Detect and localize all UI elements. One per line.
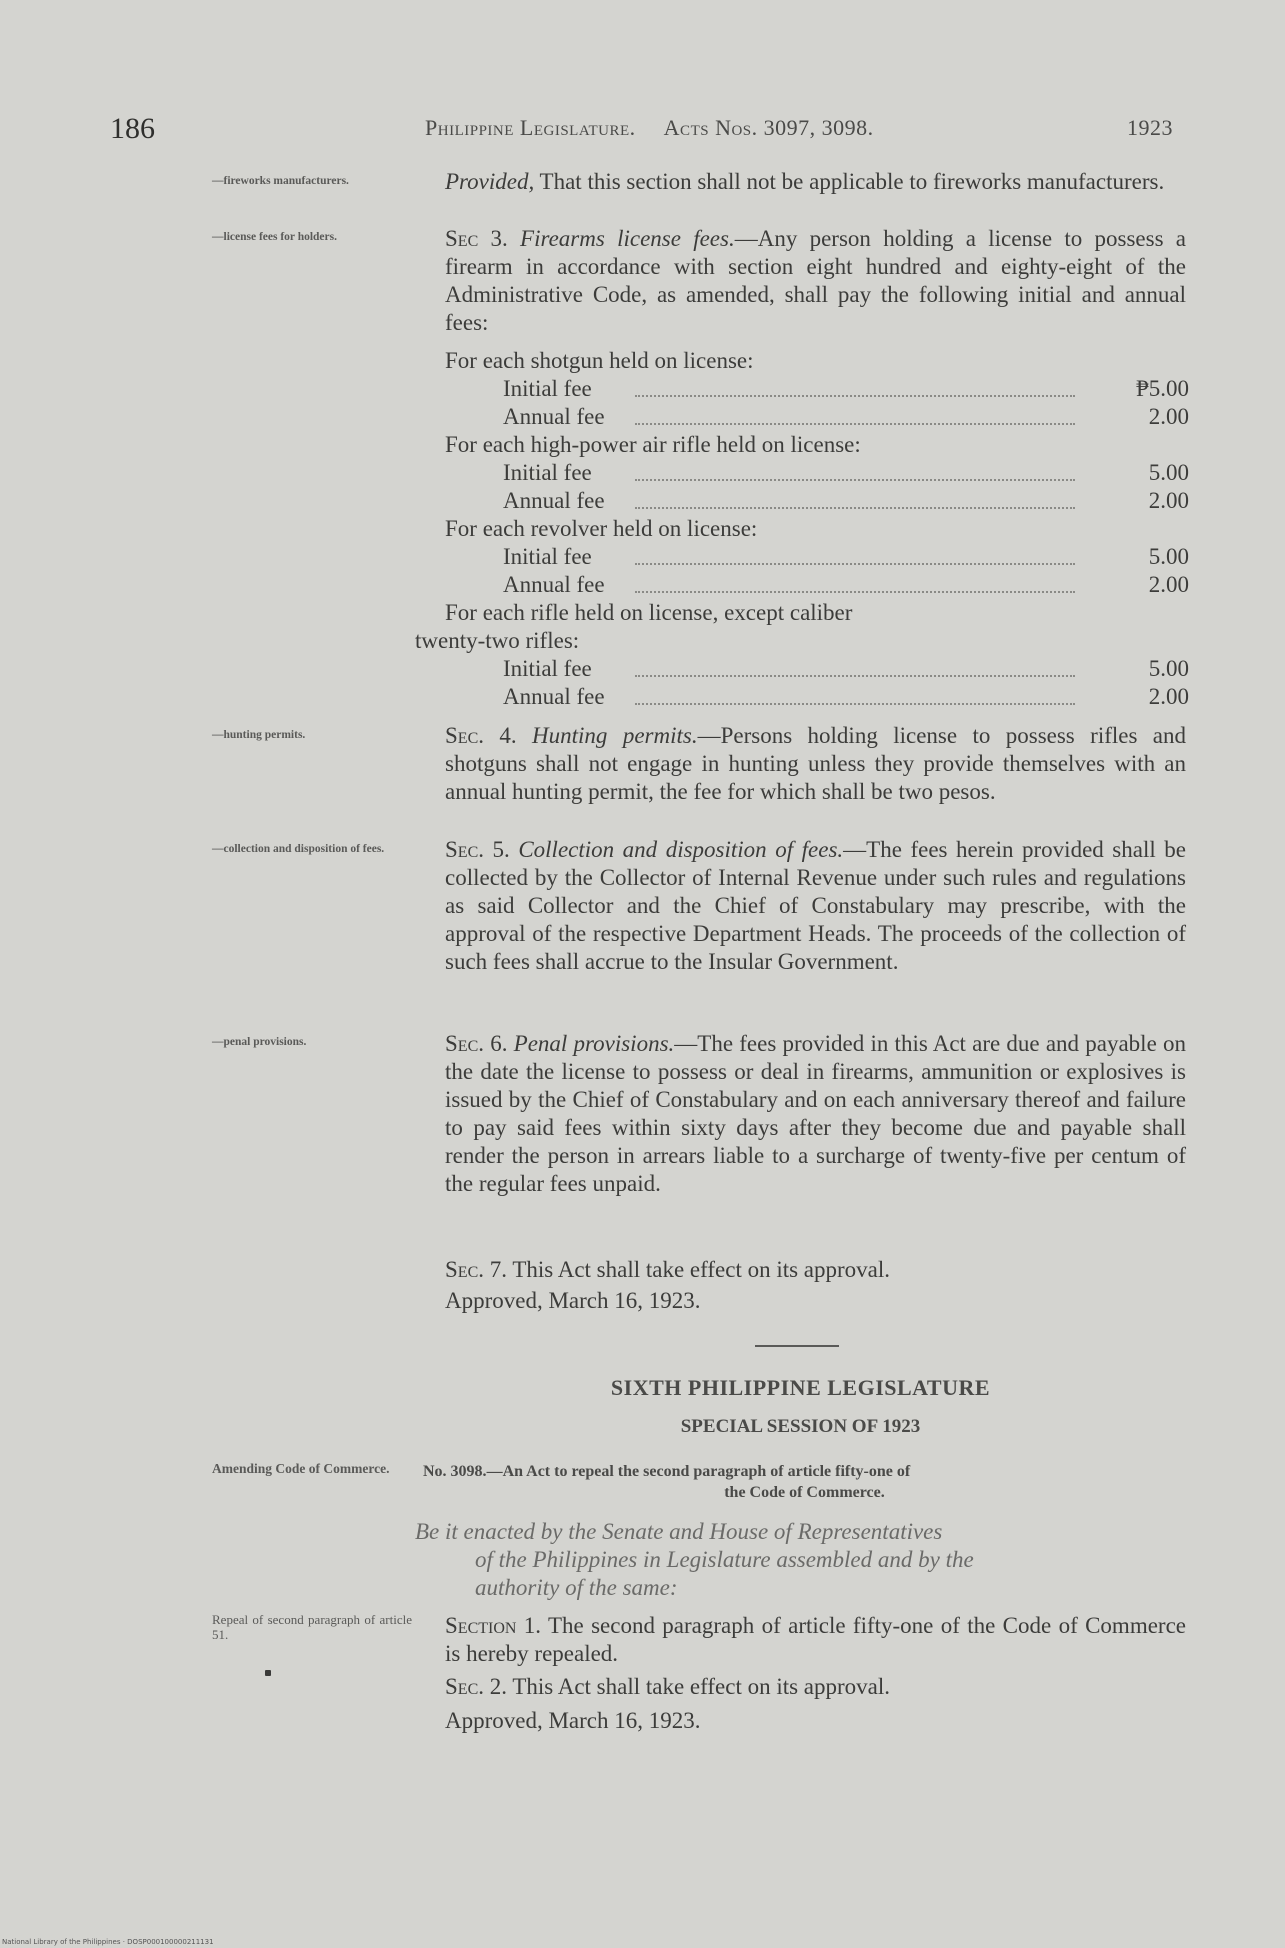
fee-heading-air-rifle: For each high-power air rifle held on license: bbox=[445, 432, 861, 457]
running-head-acts: Acts Nos. 3097, 3098. bbox=[663, 115, 874, 140]
section-7-label: Sec. 7. bbox=[445, 1257, 507, 1282]
act-title-line1: —An Act to repeal the second paragraph of article fifty-one of bbox=[486, 1463, 911, 1480]
fee-label: Initial fee bbox=[503, 376, 592, 401]
margin-note-amending: Amending Code of Commerce. bbox=[212, 1461, 390, 1476]
fee-row bbox=[503, 403, 1189, 431]
act-title bbox=[423, 1461, 1186, 1503]
fee-row bbox=[503, 683, 1189, 711]
fee-amount: 5.00 bbox=[1148, 544, 1189, 569]
section-4-label: Sec. 4. bbox=[445, 723, 517, 748]
scan-footer: National Library of the Philippines · DOSP000100000211131 bbox=[2, 1938, 214, 1946]
proviso-paragraph bbox=[415, 168, 1186, 196]
fee-label: Annual fee bbox=[503, 684, 605, 709]
section-3-text: —Any person holding a license to possess a firearm in accordance with section eight hundred and eighty-eight of the Administrative Code, as amended, shall pay the following initial and annual fees: bbox=[445, 226, 1187, 335]
leader-dots bbox=[635, 507, 1075, 509]
fee-amount: ₱5.00 bbox=[1135, 376, 1189, 401]
fee-row bbox=[503, 655, 1189, 683]
section-5-label: Sec. 5. bbox=[445, 837, 510, 862]
fee-row bbox=[503, 543, 1189, 571]
section-4-title: Hunting permits. bbox=[532, 723, 698, 748]
fee-label: Annual fee bbox=[503, 488, 605, 513]
fee-heading-rifle: For each rifle held on license, except caliber bbox=[445, 600, 853, 625]
fee-heading-shotgun: For each shotgun held on license: bbox=[445, 348, 754, 373]
fee-amount: 2.00 bbox=[1148, 572, 1189, 597]
fee-label: Initial fee bbox=[503, 544, 592, 569]
section-5-paragraph bbox=[415, 836, 1186, 976]
section-4-text: —Persons holding license to possess rifles and shotguns shall not engage in hunting unless they provide themselves with an annual hunting permit, the fee for which shall be two pesos. bbox=[445, 723, 1187, 804]
section-6-title: Penal provisions. bbox=[513, 1031, 675, 1056]
fee-amount: 2.00 bbox=[1148, 488, 1189, 513]
leader-dots bbox=[635, 703, 1075, 705]
session-heading: SPECIAL SESSION OF 1923 bbox=[680, 1416, 921, 1437]
section-7-text: This Act shall take effect on its approval. bbox=[507, 1257, 891, 1282]
section-5-title: Collection and disposition of fees. bbox=[518, 837, 844, 862]
act-section-2-text: This Act shall take effect on its approval. bbox=[507, 1674, 891, 1699]
enacting-line3: authority of the same: bbox=[475, 1575, 678, 1600]
act-title-line2: the Code of Commerce. bbox=[724, 1484, 885, 1501]
enacting-line2: of the Philippines in Legislature assembled and by the bbox=[475, 1547, 974, 1572]
bullet-marker bbox=[265, 1670, 271, 1676]
margin-note-hunting: —hunting permits. bbox=[212, 729, 306, 741]
fee-row bbox=[503, 487, 1189, 515]
act-section-1-paragraph bbox=[415, 1612, 1186, 1668]
act-section-2-paragraph bbox=[445, 1673, 890, 1701]
margin-note-repeal: Repeal of second paragraph of article 51. bbox=[212, 1612, 412, 1642]
fee-label: Annual fee bbox=[503, 572, 605, 597]
section-3-label: Sec 3. bbox=[445, 226, 508, 251]
fee-row bbox=[503, 375, 1189, 403]
section-7-paragraph bbox=[445, 1256, 890, 1284]
fee-amount: 5.00 bbox=[1148, 460, 1189, 485]
running-head-title: Philippine Legislature. bbox=[425, 115, 636, 140]
section-4-paragraph bbox=[415, 722, 1186, 806]
legislature-heading: SIXTH PHILIPPINE LEGISLATURE bbox=[610, 1375, 991, 1400]
approval-line-2: Approved, March 16, 1923. bbox=[445, 1708, 701, 1733]
enacting-line1: Be it enacted by the Senate and House of Representatives bbox=[415, 1519, 943, 1544]
fee-label: Annual fee bbox=[503, 404, 605, 429]
leader-dots bbox=[635, 675, 1075, 677]
section-6-text: —The fees provided in this Act are due and payable on the date the license to possess or deal in firearms, ammunition or explosives is issued by the Chief of Constabulary and on each anniversary thereof and failure to pay said fees within sixty days after they become due and payable shall render the person in arrears liable to a surcharge of twenty-five per centum of the regular fees unpaid. bbox=[445, 1031, 1186, 1196]
act-section-1-label: Section 1. bbox=[445, 1613, 542, 1638]
fee-amount: 5.00 bbox=[1148, 656, 1189, 681]
fee-amount: 2.00 bbox=[1148, 684, 1189, 709]
leader-dots bbox=[635, 423, 1075, 425]
section-3-title: Firearms license fees. bbox=[520, 226, 735, 251]
section-5-text: —The fees herein provided shall be collected by the Collector of Internal Revenue under such rules and regulations as said Collector and the Chief of Constabulary may prescribe, with the approval of the respective Department Heads. The proceeds of the collection of such fees shall accrue to the Insular Government. bbox=[445, 837, 1186, 974]
margin-note-collection: —collection and disposition of fees. bbox=[212, 843, 385, 855]
leader-dots bbox=[635, 591, 1075, 593]
proviso-text: That this section shall not be applicable to fireworks manufacturers. bbox=[534, 169, 1165, 194]
leader-dots bbox=[635, 395, 1075, 397]
fee-heading-revolver: For each revolver held on license: bbox=[445, 516, 758, 541]
act-section-2-label: Sec. 2. bbox=[445, 1674, 507, 1699]
leader-dots bbox=[635, 479, 1075, 481]
act-number: No. 3098. bbox=[423, 1463, 487, 1480]
section-6-label: Sec. 6. bbox=[445, 1031, 508, 1056]
fee-row bbox=[503, 459, 1189, 487]
act-section-1-text: The second paragraph of article fifty-one of the Code of Commerce is hereby repealed. bbox=[445, 1613, 1186, 1666]
fee-amount: 2.00 bbox=[1148, 404, 1189, 429]
margin-note-fireworks: —fireworks manufacturers. bbox=[212, 175, 349, 187]
margin-note-penal: —penal provisions. bbox=[212, 1036, 307, 1048]
fee-label: Initial fee bbox=[503, 656, 592, 681]
approval-line: Approved, March 16, 1923. bbox=[445, 1288, 701, 1313]
proviso-lead: Provided, bbox=[445, 169, 535, 194]
enacting-clause bbox=[415, 1518, 1186, 1602]
fee-label: Initial fee bbox=[503, 460, 592, 485]
section-3-paragraph bbox=[415, 225, 1186, 337]
page-number: 186 bbox=[110, 112, 155, 145]
section-6-paragraph bbox=[415, 1030, 1186, 1198]
section-divider bbox=[755, 1345, 839, 1347]
running-head-year: 1923 bbox=[1127, 115, 1173, 140]
fee-row bbox=[503, 571, 1189, 599]
margin-note-license-fees: —license fees for holders. bbox=[212, 231, 337, 243]
leader-dots bbox=[635, 563, 1075, 565]
fee-heading-rifle-cont: twenty-two rifles: bbox=[415, 628, 580, 653]
running-head bbox=[425, 115, 1173, 141]
